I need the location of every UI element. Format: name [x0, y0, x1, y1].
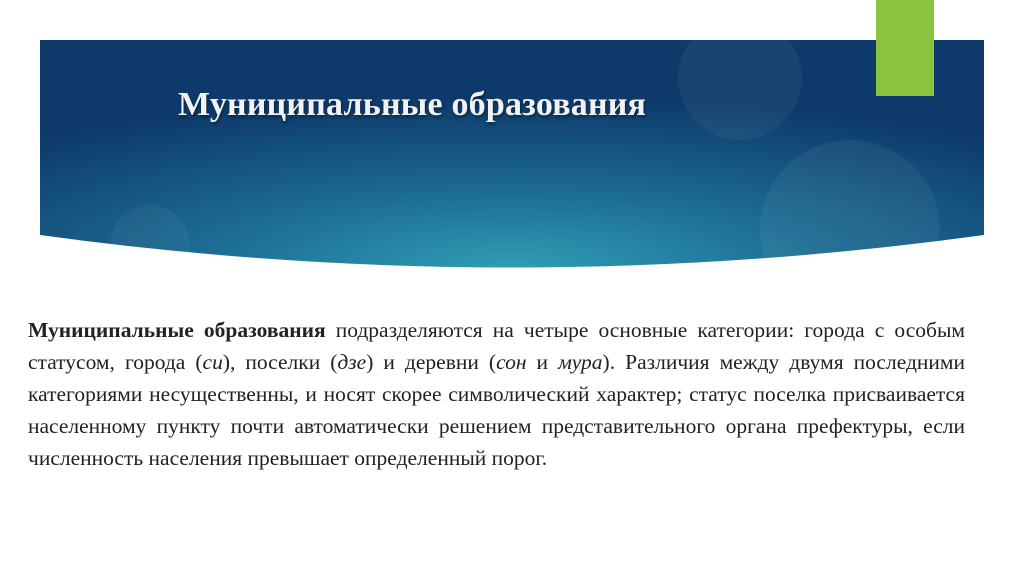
slide-title: Муниципальные образования: [178, 86, 647, 123]
term-mura: мура: [558, 350, 603, 374]
text-segment: подразделяются на четыре основные категории: города с особым статусом, города (: [28, 318, 965, 374]
text-segment: ), поселки (: [222, 350, 338, 374]
term-son: сон: [496, 350, 527, 374]
body-paragraph: [28, 314, 965, 474]
accent-bar: [876, 0, 934, 96]
term-dze: дзе: [337, 350, 367, 374]
bokeh-circle: [110, 205, 190, 285]
text-segment: ). Различия между двумя последними категориями несущественны, и носят скорее символический характер; статус поселка присваивается населенному пункту почти автоматически решением представительного органа префектуры, если численность населения превышает определенный порог.: [28, 350, 966, 470]
term-si: си: [202, 350, 223, 374]
text-segment: ) и деревни (: [366, 350, 497, 374]
lead-term: Муниципальные образования: [28, 318, 326, 342]
text-segment: и: [526, 350, 559, 374]
bokeh-circle: [678, 16, 802, 140]
